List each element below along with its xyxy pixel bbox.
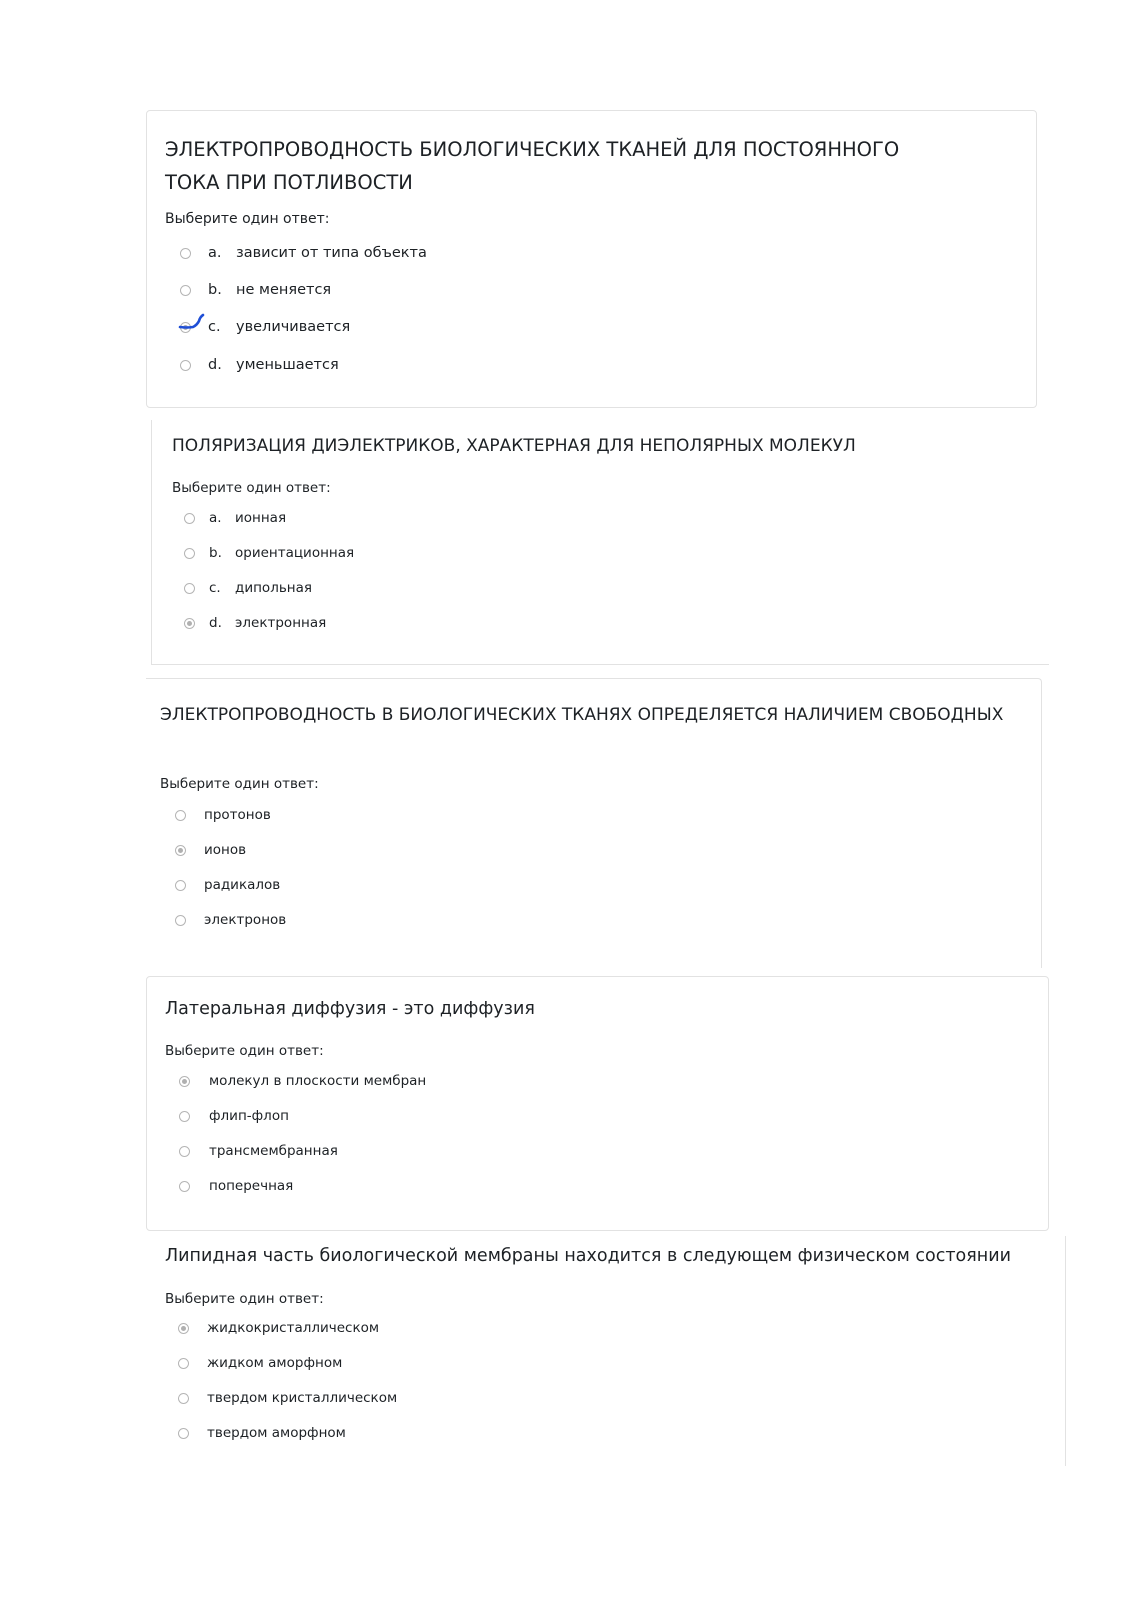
answer-prompt: Выберите один ответ: bbox=[165, 1043, 324, 1059]
question-title: Латеральная диффузия - это диффузия bbox=[165, 999, 535, 1019]
question-title: ЭЛЕКТРОПРОВОДНОСТЬ БИОЛОГИЧЕСКИХ ТКАНЕЙ ДЛЯ ПОСТОЯННОГО ТОКА ПРИ ПОТЛИВОСТИ bbox=[165, 138, 900, 194]
option-4[interactable] bbox=[146, 1421, 1065, 1445]
option-label: флип-флоп bbox=[209, 1108, 289, 1124]
answer-prompt: Выберите один ответ: bbox=[172, 480, 331, 496]
option-label: протонов bbox=[204, 807, 271, 823]
option-label: не меняется bbox=[236, 282, 332, 298]
question-title: ЭЛЕКТРОПРОВОДНОСТЬ В БИОЛОГИЧЕСКИХ ТКАНЯХ ОПРЕДЕЛЯЕТСЯ НАЛИЧИЕМ СВОБОДНЫХ bbox=[160, 705, 1004, 725]
question-title: Липидная часть биологической мембраны находится в следующем физическом состоянии bbox=[165, 1246, 1011, 1266]
option-label: ионов bbox=[204, 842, 247, 858]
radio-button[interactable] bbox=[175, 880, 186, 891]
option-letter: a. bbox=[208, 245, 222, 261]
radio-button[interactable] bbox=[175, 915, 186, 926]
radio-button-selected[interactable] bbox=[179, 1076, 190, 1087]
option-3[interactable] bbox=[147, 1139, 1048, 1163]
question-card-5 bbox=[146, 1236, 1066, 1466]
question-card-2 bbox=[151, 420, 1049, 665]
option-label: радикалов bbox=[204, 877, 281, 893]
radio-button[interactable] bbox=[175, 810, 186, 821]
answer-prompt: Выберите один ответ: bbox=[160, 776, 319, 792]
option-b[interactable] bbox=[147, 278, 1036, 302]
option-label: дипольная bbox=[235, 580, 312, 596]
option-label: увеличивается bbox=[236, 319, 351, 335]
radio-button-selected[interactable] bbox=[184, 618, 195, 629]
option-4[interactable] bbox=[146, 908, 1041, 932]
radio-button[interactable] bbox=[184, 513, 195, 524]
radio-button-selected[interactable] bbox=[175, 845, 186, 856]
option-3[interactable] bbox=[146, 1386, 1065, 1410]
option-label: жидкокристаллическом bbox=[207, 1320, 380, 1336]
option-a[interactable] bbox=[152, 506, 1049, 530]
option-letter: c. bbox=[209, 580, 221, 596]
option-d[interactable] bbox=[147, 353, 1036, 377]
radio-button[interactable] bbox=[178, 1393, 189, 1404]
question-title: ПОЛЯРИЗАЦИЯ ДИЭЛЕКТРИКОВ, ХАРАКТЕРНАЯ ДЛЯ НЕПОЛЯРНЫХ МОЛЕКУЛ bbox=[172, 436, 856, 456]
option-label: электронов bbox=[204, 912, 287, 928]
option-letter: d. bbox=[208, 357, 222, 373]
radio-button[interactable] bbox=[184, 583, 195, 594]
option-letter: c. bbox=[208, 319, 221, 335]
option-label: уменьшается bbox=[236, 357, 339, 373]
question-card-1 bbox=[146, 110, 1037, 408]
option-letter: b. bbox=[209, 545, 222, 561]
option-label: жидком аморфном bbox=[207, 1355, 343, 1371]
option-label: электронная bbox=[235, 615, 327, 631]
option-letter: b. bbox=[208, 282, 222, 298]
radio-button[interactable] bbox=[178, 1428, 189, 1439]
option-2[interactable] bbox=[146, 1351, 1065, 1375]
option-label: зависит от типа объекта bbox=[236, 245, 427, 261]
radio-button[interactable] bbox=[179, 1181, 190, 1192]
option-1[interactable] bbox=[146, 803, 1041, 827]
option-a[interactable] bbox=[147, 241, 1036, 265]
radio-button[interactable] bbox=[179, 1111, 190, 1122]
option-label: молекул в плоскости мембран bbox=[209, 1073, 427, 1089]
option-c[interactable] bbox=[152, 576, 1049, 600]
option-letter: a. bbox=[209, 510, 222, 526]
option-label: твердом аморфном bbox=[207, 1425, 346, 1441]
option-label: твердом кристаллическом bbox=[207, 1390, 398, 1406]
answer-prompt: Выберите один ответ: bbox=[165, 211, 330, 227]
option-letter: d. bbox=[209, 615, 222, 631]
radio-button[interactable] bbox=[178, 1358, 189, 1369]
option-4[interactable] bbox=[147, 1174, 1048, 1198]
option-2[interactable] bbox=[146, 838, 1041, 862]
answer-prompt: Выберите один ответ: bbox=[165, 1291, 324, 1307]
radio-button-selected[interactable] bbox=[178, 1323, 189, 1334]
option-label: ориентационная bbox=[235, 545, 355, 561]
option-b[interactable] bbox=[152, 541, 1049, 565]
radio-button[interactable] bbox=[180, 248, 191, 259]
radio-button[interactable] bbox=[180, 360, 191, 371]
option-c[interactable] bbox=[147, 315, 1036, 339]
question-card-4 bbox=[146, 976, 1049, 1231]
radio-button[interactable] bbox=[184, 548, 195, 559]
question-card-3 bbox=[146, 678, 1042, 968]
option-label: ионная bbox=[235, 510, 287, 526]
option-d[interactable] bbox=[152, 611, 1049, 635]
option-1[interactable] bbox=[147, 1069, 1048, 1093]
option-label: трансмембранная bbox=[209, 1143, 338, 1159]
option-label: поперечная bbox=[209, 1178, 294, 1194]
option-1[interactable] bbox=[146, 1316, 1065, 1340]
radio-button[interactable] bbox=[179, 1146, 190, 1157]
radio-button[interactable] bbox=[180, 285, 191, 296]
option-2[interactable] bbox=[147, 1104, 1048, 1128]
option-3[interactable] bbox=[146, 873, 1041, 897]
